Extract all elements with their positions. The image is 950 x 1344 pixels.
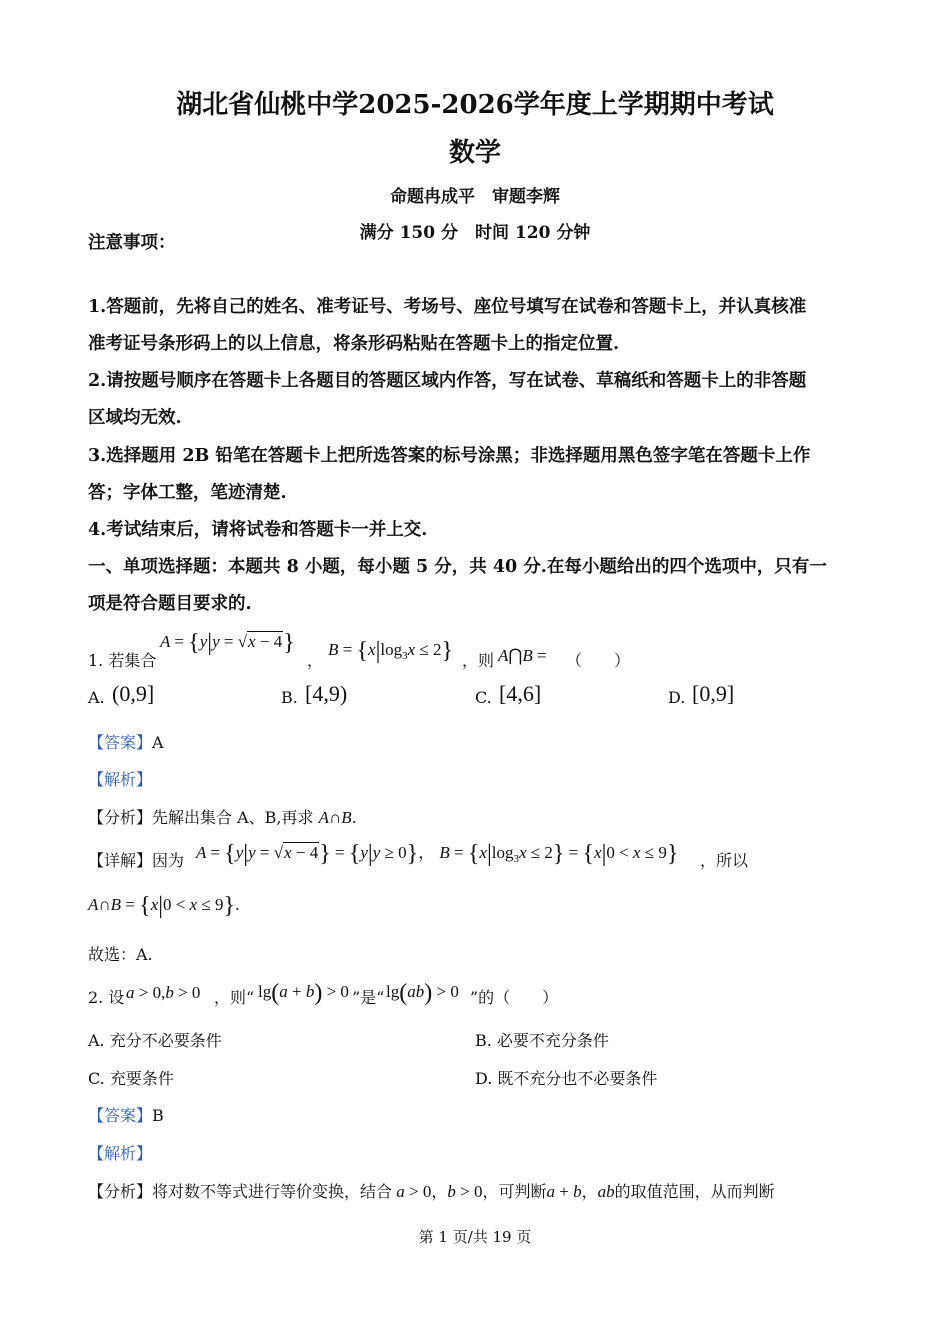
q2-fenxi: 【分析】将对数不等式进行等价变换，结合 a > 0，b > 0，可判断a + b，ab的取值范围，从而判断 xyxy=(88,1182,775,1201)
authors-line: 命题冉成平 审题李辉 xyxy=(390,187,560,207)
q2-fenxi-text4: ， xyxy=(581,1182,598,1201)
q1-detail-a: A = {y|y = √x − 4} = {y|y ≥ 0}， $B = \{x|\log_3x \le 2\} = \{x|0 < x \le 9\}$ xyxy=(196,841,679,867)
q2-condition: a > 0,b > 0 xyxy=(126,983,201,1002)
q1-comma: ， xyxy=(307,651,324,670)
q1-option-b-label: B. xyxy=(281,688,298,707)
note-2-line-2: 区域均无效. xyxy=(88,408,182,428)
q2-answer xyxy=(88,1103,164,1126)
q1-xiangjie-text2: ，所以 xyxy=(700,851,749,870)
q2-mid1: ，则“ xyxy=(214,988,255,1007)
q1-xiangjie xyxy=(88,848,184,871)
q1-set-a: A = {y|y = √x − 4} xyxy=(160,630,295,656)
q1-conclusion: 故选：A. xyxy=(88,945,153,964)
section1-line-2: 项是符合题目要求的. xyxy=(88,594,252,614)
q1-option-d-label: D. xyxy=(668,688,686,707)
q2-analysis-tag: 【解析】 xyxy=(88,1144,153,1163)
q1-analysis-tag: 【解析】 xyxy=(88,770,153,789)
q1-fenxi-text: 先解出集合 A、B,再求 xyxy=(152,808,314,827)
q2-fenxi-text3: ，可判断 xyxy=(482,1182,547,1201)
answer-tag: 【答案】 xyxy=(88,733,153,752)
q1-option-a-value: (0,9] xyxy=(112,681,155,706)
q2-option-d: D. 既不充分也不必要条件 xyxy=(475,1069,658,1088)
q2-option-c: C. 充要条件 xyxy=(88,1069,174,1088)
score-time-line: 满分 150 分 时间 120 分钟 xyxy=(359,223,591,243)
q2-fenxi-text1: 将对数不等式进行等价变换，结合 xyxy=(152,1182,393,1201)
q1-option-c-label: C. xyxy=(475,688,492,707)
notes-heading: 注意事项： xyxy=(88,233,176,253)
q1-option-a-label: A. xyxy=(88,688,105,707)
q2-mid2: ”是“ xyxy=(352,988,385,1007)
q2-prefix: 2. 设 xyxy=(88,988,125,1007)
fenxi-tag: 【分析】 xyxy=(88,808,153,827)
q1-intersection: A⋂B = xyxy=(498,646,547,665)
q1-option-b-value: [4,9) xyxy=(305,681,348,706)
subject-title: 数学 xyxy=(448,138,501,168)
answer-tag: 【答案】 xyxy=(88,1106,153,1125)
q1-answer-value: A xyxy=(152,733,164,752)
q1-detail-result: A∩B = {x|0 < x ≤ 9}. xyxy=(88,893,240,919)
q2-answer-value: B xyxy=(152,1106,164,1125)
q1-prefix: 1. 若集合 xyxy=(88,651,157,670)
exam-title: 湖北省仙桃中学2025-2026学年度上学期期中考试 xyxy=(176,90,774,120)
note-3-line-2: 答；字体工整，笔迹清楚. xyxy=(88,483,287,503)
fenxi-tag: 【分析】 xyxy=(88,1182,153,1201)
q1-option-d-value: [0,9] xyxy=(692,681,735,706)
page-footer: 第 1 页/共 19 页 xyxy=(418,1228,532,1246)
q2-option-b: B. 必要不充分条件 xyxy=(475,1031,609,1050)
q1-set-b: $B = \{x|\log_3x \le 2\}$ xyxy=(328,638,454,664)
note-1-line-2: 准考证号条形码上的以上信息，将条形码粘贴在答题卡上的指定位置. xyxy=(88,334,620,354)
note-3-line-1: 3.选择题用 2B 铅笔在答题卡上把所选答案的标号涂黑；非选择题用黑色签字笔在答题卡上作 xyxy=(88,446,811,466)
q1-option-c-value: [4,6] xyxy=(499,681,542,706)
q2-statement-2: lg(ab) > 0 xyxy=(386,980,459,1006)
q2-option-a: A. 充分不必要条件 xyxy=(88,1031,222,1050)
q2-fenxi-text2: ， xyxy=(431,1182,448,1201)
q2-fenxi-text5: 的取值范围，从而判断 xyxy=(614,1182,775,1201)
q1-paren: （ ） xyxy=(566,651,631,670)
q1-fenxi: 【分析】先解出集合 A、B,再求 A∩B. xyxy=(88,808,357,827)
q1-xiangjie-text1: 因为 xyxy=(152,851,185,870)
section1-line-1: 一、单项选择题：本题共 8 小题，每小题 5 分，共 40 分.在每小题给出的四个选项中，只有一 xyxy=(88,557,827,577)
q2-statement-1: lg(a + b) > 0 xyxy=(258,980,349,1006)
note-4: 4.考试结束后，请将试卷和答题卡一并上交. xyxy=(88,520,428,540)
note-2-line-1: 2.请按题号顺序在答题卡上各题目的答题区域内作答，写在试卷、草稿纸和答题卡上的非答题 xyxy=(88,371,807,391)
note-1-line-1: 1.答题前，先将自己的姓名、准考证号、考场号、座位号填写在试卷和答题卡上，并认真核准 xyxy=(88,297,807,317)
xiangjie-tag: 【详解】 xyxy=(88,851,153,870)
q1-answer xyxy=(88,730,164,753)
q1-fenxi-math: A∩B xyxy=(318,808,352,827)
q2-mid3: ”的（ ） xyxy=(470,988,559,1007)
q1-then: ，则 xyxy=(462,651,495,670)
